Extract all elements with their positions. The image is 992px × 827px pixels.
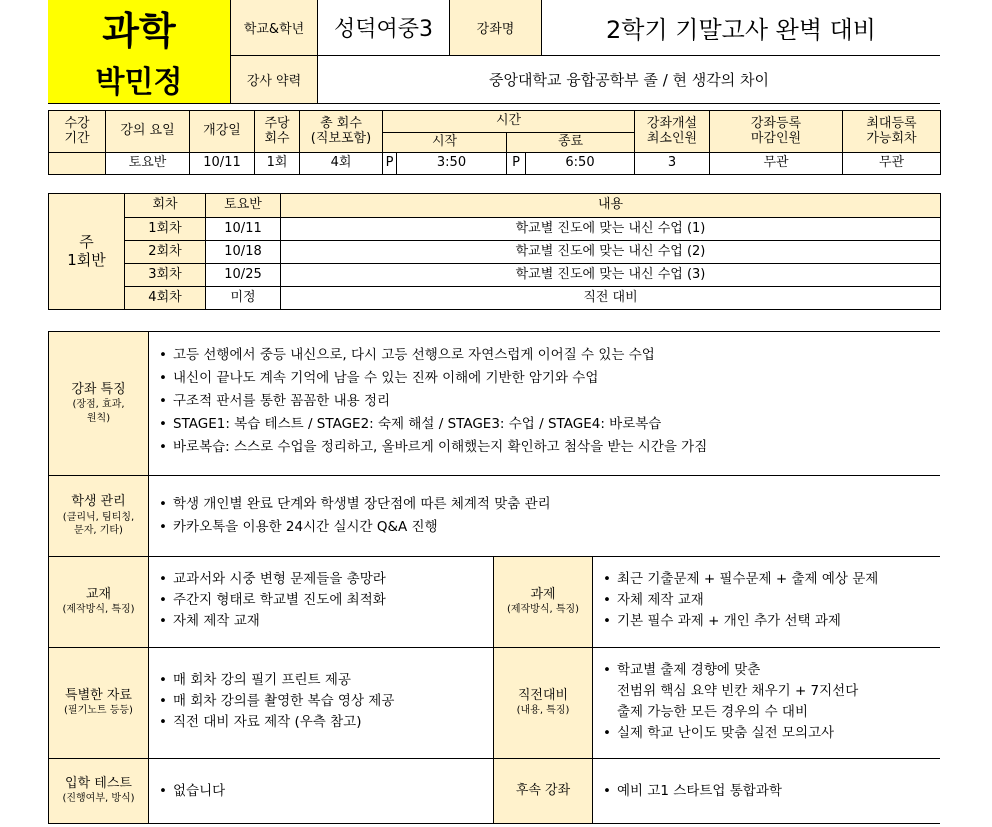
final-prep-item: 출제 가능한 모든 경우의 수 대비 xyxy=(617,704,808,720)
followup-content xyxy=(592,758,940,824)
features-item: • 구조적 판서를 통한 꼼꼼한 내용 정리 xyxy=(159,390,940,413)
homework-item: • 최근 기출문제 + 필수문제 + 출제 예상 문제 xyxy=(603,569,940,590)
homework-content xyxy=(592,556,940,648)
management-item: • 학생 개인별 완료 단계와 학생별 장단점에 따른 체계적 맞춤 관리 xyxy=(159,493,940,516)
textbook-item: • 교과서와 시중 변형 문제들을 총망라 xyxy=(159,569,493,590)
entrance-label-cell xyxy=(48,758,149,824)
deadline-value: 무관 xyxy=(710,153,843,175)
special-item: • 매 회차 강의를 촬영한 복습 영상 제공 xyxy=(159,691,493,712)
special-label: 특별한 자료 xyxy=(65,688,132,704)
start-date-label: 개강일 xyxy=(190,111,255,153)
col-content-header: 내용 xyxy=(281,194,941,218)
content-cell: 학교별 진도에 맞는 내신 수업 (2) xyxy=(281,241,941,264)
content-cell: 학교별 진도에 맞는 내신 수업 (1) xyxy=(281,218,941,241)
entrance-label: 입학 테스트 xyxy=(65,776,132,792)
profile-value: 중앙대학교 융합공학부 졸 / 현 생각의 차이 xyxy=(317,56,940,103)
content-cell: 직전 대비 xyxy=(281,287,941,310)
textbook-sub: (제작방식, 특징) xyxy=(62,604,135,616)
day-label: 강의 요일 xyxy=(106,111,190,153)
max-value: 무관 xyxy=(843,153,941,175)
features-content xyxy=(148,331,940,476)
schedule-table xyxy=(48,110,941,175)
start-date-value: 10/11 xyxy=(190,153,255,175)
plan-side-label: 주 1회반 xyxy=(49,194,125,310)
homework-label: 과제 xyxy=(530,587,556,603)
start-ampm: P xyxy=(383,153,397,175)
col-session-header: 회차 xyxy=(125,194,206,218)
total-label: 총 회수 (직보포함) xyxy=(300,111,383,153)
min-label: 강좌개설 최소인원 xyxy=(635,111,710,153)
homework-label-cell xyxy=(493,556,593,648)
special-item: • 매 회차 강의 필기 프린트 제공 xyxy=(159,670,493,691)
day-value: 토요반 xyxy=(106,153,190,175)
school-grade-label: 학교&학년 xyxy=(230,0,317,55)
textbook-label-cell xyxy=(48,556,149,648)
features-label: 강좌 특징 xyxy=(71,381,126,397)
session-cell: 3회차 xyxy=(125,264,206,287)
final-prep-item: • 학교별 출제 경향에 맞춘 xyxy=(603,660,940,681)
management-label: 학생 관리 xyxy=(71,494,126,510)
textbook-content xyxy=(148,556,494,648)
session-cell: 4회차 xyxy=(125,287,206,310)
deadline-label: 강좌등록 마감인원 xyxy=(710,111,843,153)
period-label-cont xyxy=(49,153,106,175)
special-label-cell xyxy=(48,647,149,759)
management-label-cell xyxy=(48,475,149,557)
col-day-header: 토요반 xyxy=(206,194,281,218)
start-label: 시작 xyxy=(383,133,507,153)
end-ampm: P xyxy=(507,153,526,175)
textbook-label: 교재 xyxy=(85,587,112,603)
final-prep-label-cell xyxy=(493,647,593,759)
homework-item: • 기본 필수 과제 + 개인 추가 선택 과제 xyxy=(603,611,940,632)
special-content xyxy=(148,647,494,759)
time-label: 시간 xyxy=(383,111,635,133)
final-prep-label: 직전대비 xyxy=(517,688,569,704)
features-item: • 고등 선행에서 중등 내신으로, 다시 고등 선행으로 자연스럽게 이어질 수 있는 수업 xyxy=(159,344,940,367)
end-label: 종료 xyxy=(507,133,635,153)
weekly-label: 주당 회수 xyxy=(255,111,300,153)
end-time: 6:50 xyxy=(526,153,635,175)
management-content xyxy=(148,475,940,557)
weekly-value: 1회 xyxy=(255,153,300,175)
school-grade-value: 성덕여중3 xyxy=(317,0,449,55)
final-prep-sub: (내용, 특징) xyxy=(516,705,570,717)
features-item: • 바로복습: 스스로 수업을 정리하고, 올바르게 이해했는지 확인하고 첨삭을 받는 시간을 가짐 xyxy=(159,436,940,459)
features-sub: (장점, 효과, 원칙) xyxy=(72,399,125,424)
entrance-sub: (진행여부, 방식) xyxy=(62,793,135,805)
textbook-item: • 주간지 형태로 학교별 진도에 최적화 xyxy=(159,590,493,611)
special-item: • 직전 대비 자료 제작 (우측 참고) xyxy=(159,712,493,733)
final-prep-item: 전범위 핵심 요약 빈칸 채우기 + 7지선다 xyxy=(617,683,859,699)
followup-item: • 예비 고1 스타트업 통합과학 xyxy=(603,780,940,803)
start-time: 3:50 xyxy=(397,153,507,175)
period-label: 수강 기간 xyxy=(49,111,106,153)
management-sub: (클리닉, 팀티칭, 문자, 기타) xyxy=(62,511,135,537)
max-label: 최대등록 가능회차 xyxy=(843,111,941,153)
entrance-item: • 없습니다 xyxy=(159,780,493,803)
teacher-name: 박민정 xyxy=(48,55,230,103)
followup-label: 후속 강좌 xyxy=(515,782,571,798)
features-label-cell xyxy=(48,331,149,476)
session-cell: 1회차 xyxy=(125,218,206,241)
header-bottom-line xyxy=(48,103,940,104)
final-prep-content xyxy=(592,647,940,759)
features-item: • 내신이 끝나도 계속 기억에 남을 수 있는 진짜 이해에 기반한 암기와 수업 xyxy=(159,367,940,390)
textbook-item: • 자체 제작 교재 xyxy=(159,611,493,632)
special-sub: (필기노트 등등) xyxy=(64,705,133,717)
plan-table xyxy=(48,193,941,310)
management-item: • 카카오톡을 이용한 24시간 실시간 Q&A 진행 xyxy=(159,516,940,539)
course-name-value: 2학기 기말고사 완벽 대비 xyxy=(541,0,940,55)
subject-title: 과학 xyxy=(48,0,230,55)
content-cell: 학교별 진도에 맞는 내신 수업 (3) xyxy=(281,264,941,287)
profile-label: 강사 약력 xyxy=(230,56,317,103)
date-cell: 10/25 xyxy=(206,264,281,287)
homework-sub: (제작방식, 특징) xyxy=(506,604,580,616)
total-value: 4회 xyxy=(300,153,383,175)
min-value: 3 xyxy=(635,153,710,175)
final-prep-item: • 실제 학교 난이도 맞춤 실전 모의고사 xyxy=(603,723,940,744)
followup-label-cell xyxy=(493,758,593,824)
course-name-label: 강좌명 xyxy=(449,0,541,55)
date-cell: 10/18 xyxy=(206,241,281,264)
features-item: • STAGE1: 복습 테스트 / STAGE2: 숙제 해설 / STAGE3: 수업 / STAGE4: 바로복습 xyxy=(159,413,940,436)
date-cell: 10/11 xyxy=(206,218,281,241)
date-cell: 미정 xyxy=(206,287,281,310)
homework-item: • 자체 제작 교재 xyxy=(603,590,940,611)
session-cell: 2회차 xyxy=(125,241,206,264)
entrance-content xyxy=(148,758,494,824)
